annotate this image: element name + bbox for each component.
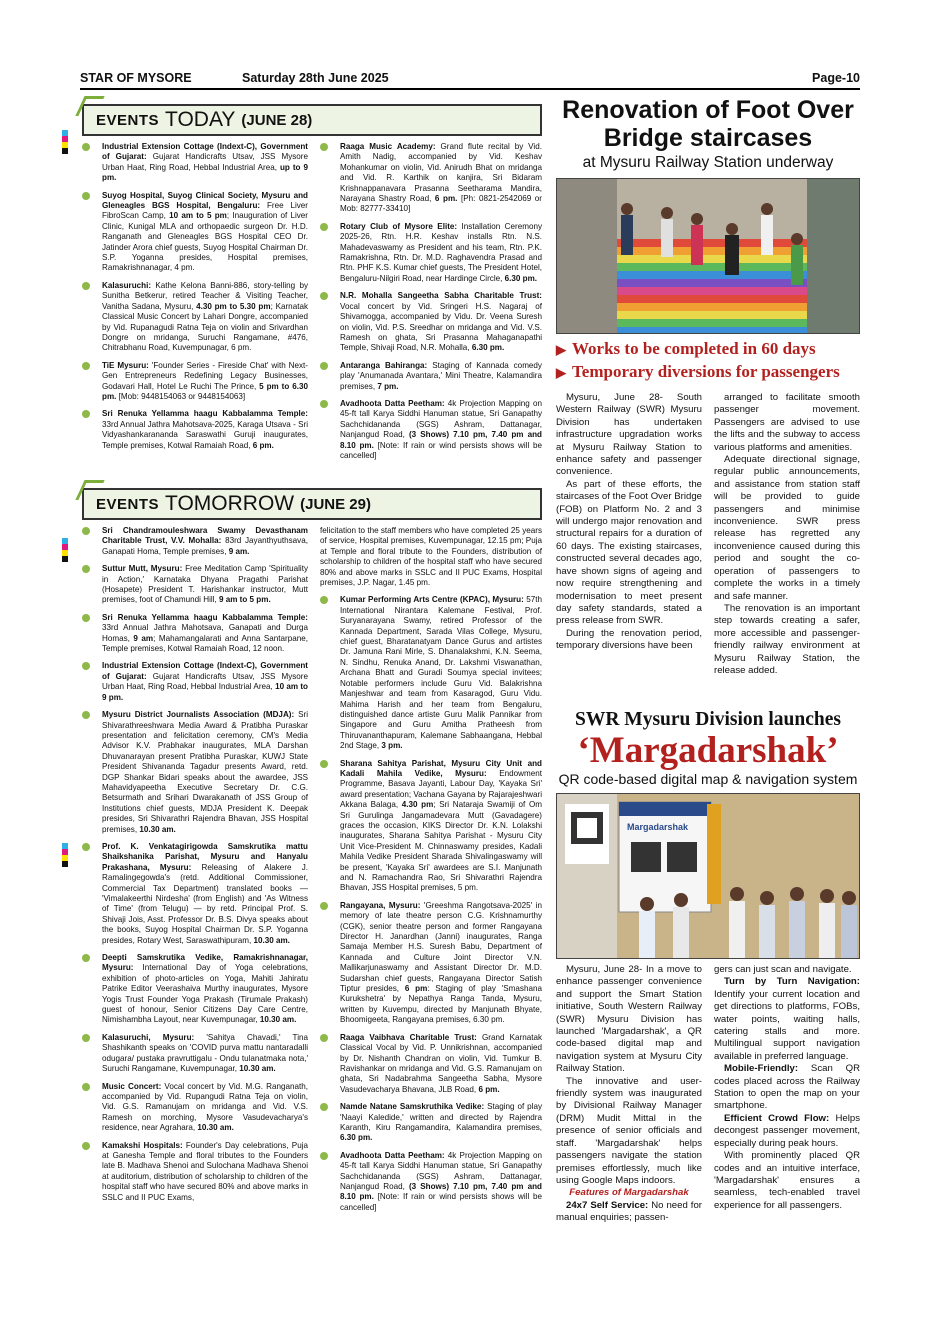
bullet-dot-icon xyxy=(320,400,328,408)
bullet-dot-icon xyxy=(320,292,328,300)
event-listing xyxy=(82,142,308,184)
event-extra: : Staging of play 'Smashana Kurukshetra' by Nepathya Ranga Tanda, Mysuru, written by Kuvempu, directed by Manjunath Bhyate, Bhoomigeeta, Rangayana premises, 6.30 pm. xyxy=(340,984,542,1025)
event-listing xyxy=(82,281,308,354)
registration-mark xyxy=(62,538,68,562)
events-tomorrow-col-right xyxy=(320,526,542,1220)
event-listing xyxy=(82,842,308,946)
event-details: Vocal concert by Vid. M.G. Ranganath, accompanied by Vid. Rupangudi Ratna Teja on violin, Vid. G.S. Ramanujam on mridanga and Vid. V.S. Ramesh on morching, Mysore Vasudevacharya's residence, near Agrahara, xyxy=(102,1081,308,1133)
event-listing xyxy=(82,191,308,274)
publication-name: STAR OF MYSORE xyxy=(80,71,192,85)
bullet-dot-icon xyxy=(82,192,90,200)
event-time: 6.30 pm. xyxy=(340,1133,373,1143)
bullet-dot-icon xyxy=(82,1034,90,1042)
event-organizer: Mysuru District Journalists Association (MDJA): xyxy=(102,710,295,720)
article-paragraph: During the renovation period, temporary diversions have been xyxy=(556,627,702,652)
bullet-dot-icon xyxy=(82,1083,90,1091)
article-paragraph: Adequate directional signage, regular public announcements, and assistance from station staff will be provided to guide passengers and minimise inconvenience. SWR press release has regretted any inconvenience caused during this period and sought the co-operation of passengers to complete the works in a timely and safe manner. xyxy=(714,454,860,602)
article-paragraph: The innovative and user-friendly system was inaugurated by Divisional Railway Manager (DRM) Mudit Mittal in the presence of senior officials and staff. 'Margadarshak' helps passengers navigate the station premises effortlessly, much like using Google Maps indoors. xyxy=(556,1075,702,1186)
event-listing xyxy=(320,1033,542,1095)
margadarshak-story xyxy=(556,709,860,959)
event-organizer: Suyog Hospital, Suyog Clinical Society, Mysuru and Gleneagles BGS Hospital, Bengaluru: xyxy=(102,190,308,211)
bullet-dot-icon xyxy=(320,902,328,910)
bullet-dot-icon xyxy=(82,143,90,151)
arrow-icon: ▶ xyxy=(556,365,566,380)
event-organizer: Rotary Club of Mysore Elite: xyxy=(340,221,458,231)
event-details: Free Liver FibroScan Camp, xyxy=(102,201,308,221)
event-extra: [Mob: 9448154063 or 9448154063] xyxy=(116,391,246,401)
event-organizer: N.R. Mohalla Sangeetha Sabha Charitable Trust: xyxy=(340,291,542,301)
bullet-dot-icon xyxy=(320,760,328,768)
event-organizer: Sri Chandramouleshwara Swamy Devasthanam Charitable Trust, V.V. Mohalla: xyxy=(102,526,308,546)
event-details: International Day of Yoga celebrations, exhibition of photo-articles on Yoga, Mahiti Jahiratu Patrike Editor Veerashaiva Murthy inaugurates, Mysore Yogis Trust Founder Yoga Prakash (Tirumale Prakash) guest of honour, Senior Citizens Day Care Centre, Nimishambha Layout, near Kuvempunagar, xyxy=(102,963,308,1025)
event-details: Staging of Kannada comedy play 'Anumanada Avantara,' Mini Theatre, Kalamandira premises, xyxy=(340,360,542,391)
event-time: 6.30 pm. xyxy=(471,343,505,353)
event-organizer: Namde Natane Samskruthika Vedike: xyxy=(340,1102,485,1112)
event-time: 3 pm. xyxy=(381,741,403,751)
fob-headline: Renovation of Foot Over Bridge staircases xyxy=(562,96,854,152)
bullet-dot-icon xyxy=(82,954,90,962)
event-time: 10 am to 5 pm xyxy=(169,211,227,221)
event-listing xyxy=(320,291,542,353)
event-organizer: Antaranga Bahiranga: xyxy=(340,360,428,370)
event-details: 57th International Nirantara Kalemane Festival, Prof. Suryanarayana Swamy, retired Professor of the Kannada Department, Sarada Vilas College, Mysuru, chief guest, Bharatanatyam Dance Gurus and artistes Dr. Jamuna Rani Mirle, S. Dhanalakshmi, K.N. Seema, N. Sindhu, Renuka Anand, Dr. Lakshmi Viswanathan, Archana Bhatt and Guradi Soumya special invitees; Notable performers include Guru Vid. Balakrishna Manjeshwar and team from Kasaragod, Guru Vidu. Mahima Harish and her team from Bengaluru, distinguished dance artiste Guru Malik Pannikar from Singapore and Guru Amitha Pratheesh from Thiruvananthapuram, Kalemane Sabhaangana, Hebbal 2nd Stage, xyxy=(340,595,542,751)
event-extra: ; Sri Nataraja Swamiji of Om Sri Gurulinga Jangamadevara Mutt (Gavadagere) graces the occasion, KIKS Director Dr. K.N. Lolakshi inaugurates, Sharana Sahitya Parishat - Mysuru City Unit Vice-President M. Chinnaswamy presides, Kadali Mahila Vedike President Sharada Shivalingaswamy will be present, 'Kayaka Sri' awardees are S.I. Manjunath and N. Ramachandra Rao, Sri Shivarathri Rajendra Bhavan, JSS Hospital premises, 5 pm. xyxy=(340,800,542,893)
registration-mark xyxy=(62,130,68,154)
event-time: 9 am xyxy=(133,633,154,643)
event-details: Endowment Programme, Basava Jayanti, Labour Day, 'Kayaka Sri' award presentation; Vachana Gayana by Rajarajeshwari Akkana Balaga, xyxy=(340,768,542,810)
article-paragraph: The renovation is an important step towards creating a safer, more accessible and passenger-friendly railway environment at Mysuru Railway Station, the release added. xyxy=(714,602,860,676)
event-details: Staging of play 'Naayi Kaledide,' written and directed by Rajendra Karanth, Kiru Rangamandira, Kalamandira premises, xyxy=(340,1102,543,1132)
marga-title: ‘Margadarshak’ xyxy=(577,730,839,771)
event-details: 33rd Annual Jathra Mahotsava-2025, Karaga Utsava - Sri Vidyashankarananda Saraswathi Guruji inaugurates, Temple premises, Kotwal Ramaiah Road, xyxy=(102,419,308,450)
arrow-icon: ▶ xyxy=(556,342,566,357)
event-time: 7 pm. xyxy=(377,381,399,391)
page-header xyxy=(80,68,860,90)
article-paragraph: Mysuru, June 28- In a move to enhance passenger convenience and support the Smart Station initiative, South Western Railway (SWR) Mysuru Division has launched 'Margadarshak', a QR code-based digital map and navigation system at Mysuru City Railway Station. xyxy=(556,964,702,1075)
event-organizer: Raaga Music Academy: xyxy=(340,142,436,151)
registration-mark xyxy=(62,843,68,867)
event-extra: ; Karnatak Classical Music Concert by Lahari Dongre, accompanied by Vid. Rupanagudi Ratna Teja on violin and Srivardhan Dongre on mridanga, Suruchi Rangamane, #476, Chitrabhanu Road, Kuvempunagar, 6 pm. xyxy=(102,301,308,353)
event-organizer: Sri Renuka Yellamma haagu Kabbalamma Temple: xyxy=(102,409,308,419)
event-details: Kathe Kelona Banni-886, story-telling by Sunitha Betkerur, retired Teacher & Visiting Teacher, Vanitha Sadana, Mysuru, xyxy=(102,280,308,311)
bullet-dot-icon xyxy=(320,1034,328,1042)
event-listing xyxy=(82,409,308,451)
event-details: Installation Ceremony 2025-26, Rtn. H.R. Keshav installs Rtn. N.S. Mahadevaswamy as President and his team, Rtn. P.K. Ramakrishna, Rtn. Dr. M.D. Raghavendra Prasad and Rtn. PHF K.S. Kumar chief guests, The President Hotel, Bengaluru-Nilgiri Road, near Hardinge Circle, xyxy=(340,221,542,283)
event-organizer: Avadhoota Datta Peetham: xyxy=(340,398,445,408)
event-organizer: Kamakshi Hospitals: xyxy=(102,1140,183,1150)
event-listing xyxy=(82,1141,308,1203)
bullet-dot-icon xyxy=(82,711,90,719)
event-listing xyxy=(320,1151,542,1213)
event-details: Grand flute recital by Vid. Amith Nadig, accompanied by Vid. Keshav Mohankumar on violin, Vid. Anirudh Bhat on mridanga and Vid. R. Karthik on kanjira, Sri Bidaram Krishnappanavara Prasanna Seetharama Mandira, Narayana Shastry Road, xyxy=(340,142,542,204)
event-time: 10 am to 9 pm. xyxy=(102,682,309,702)
event-extra: ; Inauguration of Liver Clinic, Kunigal MLA and orthopaedic surgeon Dr. H.D. Ranganath and Gleneagles BGS Hospital CEO Dr. Jatinder Arora chief guests, Suyog Hospital Chairman Dr. S.P. Yoganna presides, Hospital premises, Ramakrishnanagar, 4 pm. xyxy=(102,211,308,273)
event-time: 4.30 pm to 5.30 pm xyxy=(196,301,271,311)
event-listing xyxy=(320,142,542,215)
event-organizer: Raaga Vaibhava Charitable Trust: xyxy=(340,1032,477,1042)
event-extra: ; Mahamangalarati and Anna Santarpane, Temple premises, Kotwal Ramaiah Road, 12 noon. xyxy=(102,633,309,654)
event-time: 10.30 am. xyxy=(139,824,176,834)
event-details: 4k Projection Mapping on 45-ft tall Karya Siddhi Hanuman statue, Sri Ganapathy Sachchidananda (SGS) Ashram, Dattanagar, Nanjangud Road, xyxy=(340,398,542,440)
article-paragraph: Mysuru, June 28- South Western Railway (SWR) Mysuru Division has undertaken infrastructure upgradation works at Mysuru Railway Station to enhance safety and passenger convenience. xyxy=(556,392,702,478)
event-organizer: Deepti Samskrutika Vedike, Ramakrishnanagar, Mysuru: xyxy=(102,953,308,973)
heading-date: (JUNE 29) xyxy=(300,495,371,513)
event-details: Gujarat Handicrafts Utsav, JSS Mysore Urban Haat, Ring Road, Hebbal Industrial Area, xyxy=(102,671,309,692)
heading-today: TODAY xyxy=(165,108,236,131)
marga-subhead: QR code-based digital map & navigation system xyxy=(558,771,858,787)
event-listing xyxy=(320,901,542,1026)
event-listing xyxy=(320,1102,542,1144)
event-details: 'Greeshma Rangotsava-2025' in memory of late theatre person C.G. Krishnamurthy (CGK), senior theatre person and former Rangayana Director H. Janardhan (Janni) inaugurates, Ranga Samaja Member H.S. Suresh Babu, Department of Kannada and Culture Joint Director V.N. Mallikarjunaswamy and Assistant Director Dr. M.D. Sudarshan chief guests, Rangayana Director Satish Tiptur presides, xyxy=(340,900,542,994)
bullet-dot-icon xyxy=(320,1103,328,1111)
feature-mobile-friendly: Mobile-Friendly: Scan QR codes placed across the Railway Station to open the map on your smartphone. xyxy=(714,1063,860,1112)
event-time: 6 pm xyxy=(404,984,428,994)
events-today-col-left xyxy=(82,142,308,458)
event-organizer: Sharana Sahitya Parishat, Mysuru City Unit and Kadali Mahila Vedike, Mysuru: xyxy=(340,758,542,778)
event-time: 6 pm. xyxy=(252,440,274,450)
heading-events: EVENTS xyxy=(96,111,160,129)
events-today-heading xyxy=(82,104,542,136)
closing-paragraph: With prominently placed QR codes and an intuitive interface, 'Margadarshak' ensures a seamless, tech-enabled travel experience for all passengers. xyxy=(714,1150,860,1211)
page-number: Page-10 xyxy=(812,71,860,85)
bullet-dot-icon xyxy=(320,362,328,370)
event-time: up to 9 pm. xyxy=(102,162,309,183)
event-time: 5 pm to 6.30 pm. xyxy=(102,381,308,401)
event-details: Gujarat Handicrafts Utsav, JSS Mysore Urban Haat, Ring Road, Hebbal Industrial Area, xyxy=(102,152,309,172)
continued-text: gers can just scan and navigate. xyxy=(714,964,852,975)
event-organizer: Rangayana, Mysuru: xyxy=(340,900,421,910)
event-time: 10.30 am. xyxy=(253,935,290,945)
event-time: 9 am. xyxy=(228,546,250,556)
events-tomorrow-heading xyxy=(82,488,542,520)
bullet-dot-icon xyxy=(82,410,90,418)
bullet-dot-icon xyxy=(320,596,328,604)
event-time: 9 am to 5 pm. xyxy=(218,595,271,605)
event-listing xyxy=(82,526,308,557)
event-listing xyxy=(320,595,542,751)
event-listing xyxy=(82,564,308,606)
banner-text: Margadarshak xyxy=(627,822,689,832)
bullet-dot-icon xyxy=(82,527,90,535)
marga-body-col2 xyxy=(714,964,860,1212)
continued-event-text: felicitation to the staff members who have completed 25 years of service, Hospital premises, Kuvempunagar, 12.15 pm; Puja at Temple and floral tribute to the Founders, distribution of scholarship to children of the hospital staff who have secured 80% and above marks in SSLC and II PUC Exams, Hospital premises, J.P. Nagar, 1.45 pm. xyxy=(320,526,542,588)
event-details: 'Founder Series - Fireside Chat' with Next-Gen Entrepreneurs Redefining Legacy Businesses, Godavari Hall, Hotel Le Ruchi The Prince, xyxy=(102,360,308,391)
event-time: 10.30 am. xyxy=(259,1015,297,1025)
event-listing xyxy=(320,361,542,392)
event-organizer: Industrial Extension Cottage (Indext-C), Government of Gujarat: xyxy=(102,142,308,162)
event-organizer: Kalasuruchi: xyxy=(102,280,152,290)
fob-body-col1 xyxy=(556,392,702,653)
fob-body-col2 xyxy=(714,392,860,677)
heading-events: EVENTS xyxy=(96,495,160,513)
event-listing xyxy=(82,710,308,835)
fob-highlight-2: ▶ Temporary diversions for passengers xyxy=(556,361,860,384)
event-time: (3 Shows) 7.10 pm, 7.40 pm and 8.10 pm. xyxy=(340,1181,542,1202)
fob-story xyxy=(556,96,860,384)
event-time: 4.30 pm xyxy=(401,800,434,810)
bullet-dot-icon xyxy=(82,282,90,290)
feature-crowd-flow: Efficient Crowd Flow: Helps decongest passenger movement, especially during peak hours. xyxy=(714,1112,860,1149)
bullet-dot-icon xyxy=(320,223,328,231)
event-time: 6 pm. xyxy=(478,1084,500,1094)
event-details: 33rd Annual Jathra Mahotsava, Ganapati and Durga Homas, xyxy=(102,623,308,643)
event-listing xyxy=(82,1082,308,1134)
event-listing xyxy=(320,222,542,284)
event-details: Grand Karnatak Classical Vocal by Vid. P. Unnikrishnan, accompanied by Dr. Nishanth Chandran on violin, Vid. Tumkur B. Ravishankar on mridanga and Vid. G.S. Ramanujam on ghata, Sri Nadabrahma Sangeetha Sabha, Mysore Vasudevacharya Bhavana, JLB Road, xyxy=(340,1032,542,1094)
event-listing xyxy=(82,1033,308,1075)
bullet-dot-icon xyxy=(82,1142,90,1150)
bullet-dot-icon xyxy=(320,143,328,151)
event-organizer: Kumar Performing Arts Centre (KPAC), Mysuru: xyxy=(340,595,524,605)
event-listing xyxy=(320,759,542,894)
event-listing xyxy=(320,399,542,461)
event-details: Founder's Day celebrations, Puja at Ganesha Temple and floral tributes to the Founders late B. Madhava Shenoi and Sulochana Madhava Shenoi at auditorium, distribution of scholarship to children of the hospital staff who have secured 80% and above marks in SSLC and II PUC Exams, xyxy=(102,1140,308,1202)
events-today-col-right xyxy=(320,142,542,468)
event-details: Sri Shivarathreeshwara Media Award & Pratibha Puraskar presentation and felicitation ceremony, CM's Media Advisor K.V. Prabhakar inaugurates, MLA Darshan Dhuvanarayan present Pratibha Puraskar, KUWJ State President Shivananda Tagadur presents Award, retd. DGP Shankar Bidari speaks about the awardee, JSS Mahavidyapeetha Executive Secretary Dr. C.G. Betsurmath and Srihari Dwarakanath of JSS Group of Institutions chief guests, MDJA President K. Deepak presides, Sri Shivarathri Rajendra Bhavan, JSS Hospital premises, xyxy=(102,710,309,834)
event-organizer: Industrial Extension Cottage (Indext-C), Government of Gujarat: xyxy=(102,661,308,681)
events-tomorrow-col-left xyxy=(82,526,308,1210)
event-organizer: TiE Mysuru: xyxy=(102,360,149,370)
event-details: Releasing of Alakere J. Ramalingegowda's (retd. Additional Commissioner, Commercial Tax Department) translated books — 'Vimalakeerthi Nirdesha' (from English) and 'As Witness of Time' (from Telugu) — by retd. Principal Prof. S. Shivaji Jois, Asst. Professor Dr. B.S. Divya speaks about the books, Suyog Hospital Chairman Dr. S.P. Yoganna presides, Rotary West, Saraswathipuram, xyxy=(102,862,308,945)
event-details: Vocal concert by Vid. Sringeri H.S. Nagaraj of Shivamogga, accompanied by Vidu. Dr. Veena Suresh on violin, Vid. P.S. Sreedhar on mridanga and Vid. V.S. Ramesh on ghata, Sri Prasanna Mahaganapathi Temple, Shivaji Road, N.R. Mohalla, xyxy=(340,301,542,353)
event-organizer: Suttur Mutt, Mysuru: xyxy=(102,564,183,574)
bullet-dot-icon xyxy=(320,1152,328,1160)
fob-subhead: at Mysuru Railway Station underway xyxy=(582,154,834,171)
features-label: Features of Margadarshak xyxy=(569,1187,689,1199)
bullet-dot-icon xyxy=(82,662,90,670)
bullet-dot-icon xyxy=(82,565,90,573)
event-organizer: Sri Renuka Yellamma haagu Kabbalamma Temple: xyxy=(102,612,308,622)
event-listing xyxy=(82,661,308,703)
feature-24x7: 24x7 Self Service: No need for manual enquiries; passen- xyxy=(556,1199,702,1224)
fob-photo xyxy=(556,178,860,334)
article-paragraph: As part of these efforts, the staircases of the Foot Over Bridge (FOB) on Platform No. 2 and 3 will undergo major renovation and structural repairs for a duration of 60 days. The existing staircases, constructed several decades ago, have shown signs of ageing and now require strengthening and modernisation to meet present day safety standards, stated a press release from SWR. xyxy=(556,478,702,627)
heading-date: (JUNE 28) xyxy=(241,111,313,129)
heading-tomorrow: TOMORROW xyxy=(165,492,295,515)
event-organizer: Avadhoota Datta Peetham: xyxy=(340,1150,445,1160)
event-time: 10.30 am. xyxy=(239,1064,276,1074)
event-extra: [Ph: 0821-2542069 or Mob: 82777-33410] xyxy=(340,194,542,214)
event-listing xyxy=(82,953,308,1026)
launch-photo-illustration xyxy=(557,794,860,959)
event-time: 6 pm. xyxy=(434,194,458,204)
event-details: 4k Projection Mapping on 45-ft tall Karya Siddhi Hanuman statue, Sri Ganapathy Sachchidananda (SGS) Ashram, Dattanagar, Nanjangud Road, xyxy=(340,1150,542,1191)
event-time: (3 Shows) 7.10 pm, 7.40 pm and 8.10 pm. xyxy=(340,430,542,450)
bullet-dot-icon xyxy=(82,362,90,370)
event-details: Free Meditation Camp 'Spirituality in Action,' Karnataka Dhyana Pragathi Parishat (Hosapete) President T. Harishankar instructor, Mutt premises, foot of Chamundi Hill, xyxy=(102,564,308,605)
event-details: 83rd Jayanthyuthsava, Ganapati Homa, Temple premises, xyxy=(102,536,308,556)
event-listing xyxy=(82,361,308,403)
event-organizer: Prof. K. Venkatagirigowda Samskrutika mattu Shaikshanika Parishat, Mysuru and Hanyalu Prakashana, Mysuru: xyxy=(102,841,308,872)
issue-date: Saturday 28th June 2025 xyxy=(242,71,389,85)
fob-highlight-1: ▶ Works to be completed in 60 days xyxy=(556,338,860,361)
staircase-photo-illustration xyxy=(557,179,860,334)
event-extra: [Note: If rain or wind persists shows will be cancelled] xyxy=(340,1192,542,1212)
event-listing xyxy=(82,613,308,655)
feature-turn-by-turn: Turn by Turn Navigation: Identify your current location and get directions to platforms, FOBs, water points, waiting halls, catering stalls and more. Multilingual support navigation available in preferred language. xyxy=(714,976,860,1062)
event-details: 'Sahitya Chavadi,' Tina Shashikanth speaks on 'COVID purva mattu nantaradalli odugara/ pustaka pravruttigalu - Ondu tulanatmaka nota,' Suruchi Rangamane, Kuvempunagar, xyxy=(102,1032,309,1074)
event-organizer: Kalasuruchi, Mysuru: xyxy=(102,1032,195,1042)
event-time: 6.30 pm. xyxy=(504,273,538,283)
article-paragraph: arranged to facilitate smooth passenger movement. Passengers are advised to use the lifts and the subway to access various platforms and amenities. xyxy=(714,392,860,453)
event-extra: [Note: If rain or wind persists shows will be cancelled] xyxy=(340,440,542,460)
event-time: 10.30 am. xyxy=(197,1123,234,1133)
marga-body-col1 xyxy=(556,964,702,1225)
marga-headline: SWR Mysuru Division launches xyxy=(574,709,841,730)
bullet-dot-icon xyxy=(82,843,90,851)
event-organizer: Music Concert: xyxy=(102,1081,162,1091)
margadarshak-photo xyxy=(556,793,860,959)
bullet-dot-icon xyxy=(82,614,90,622)
